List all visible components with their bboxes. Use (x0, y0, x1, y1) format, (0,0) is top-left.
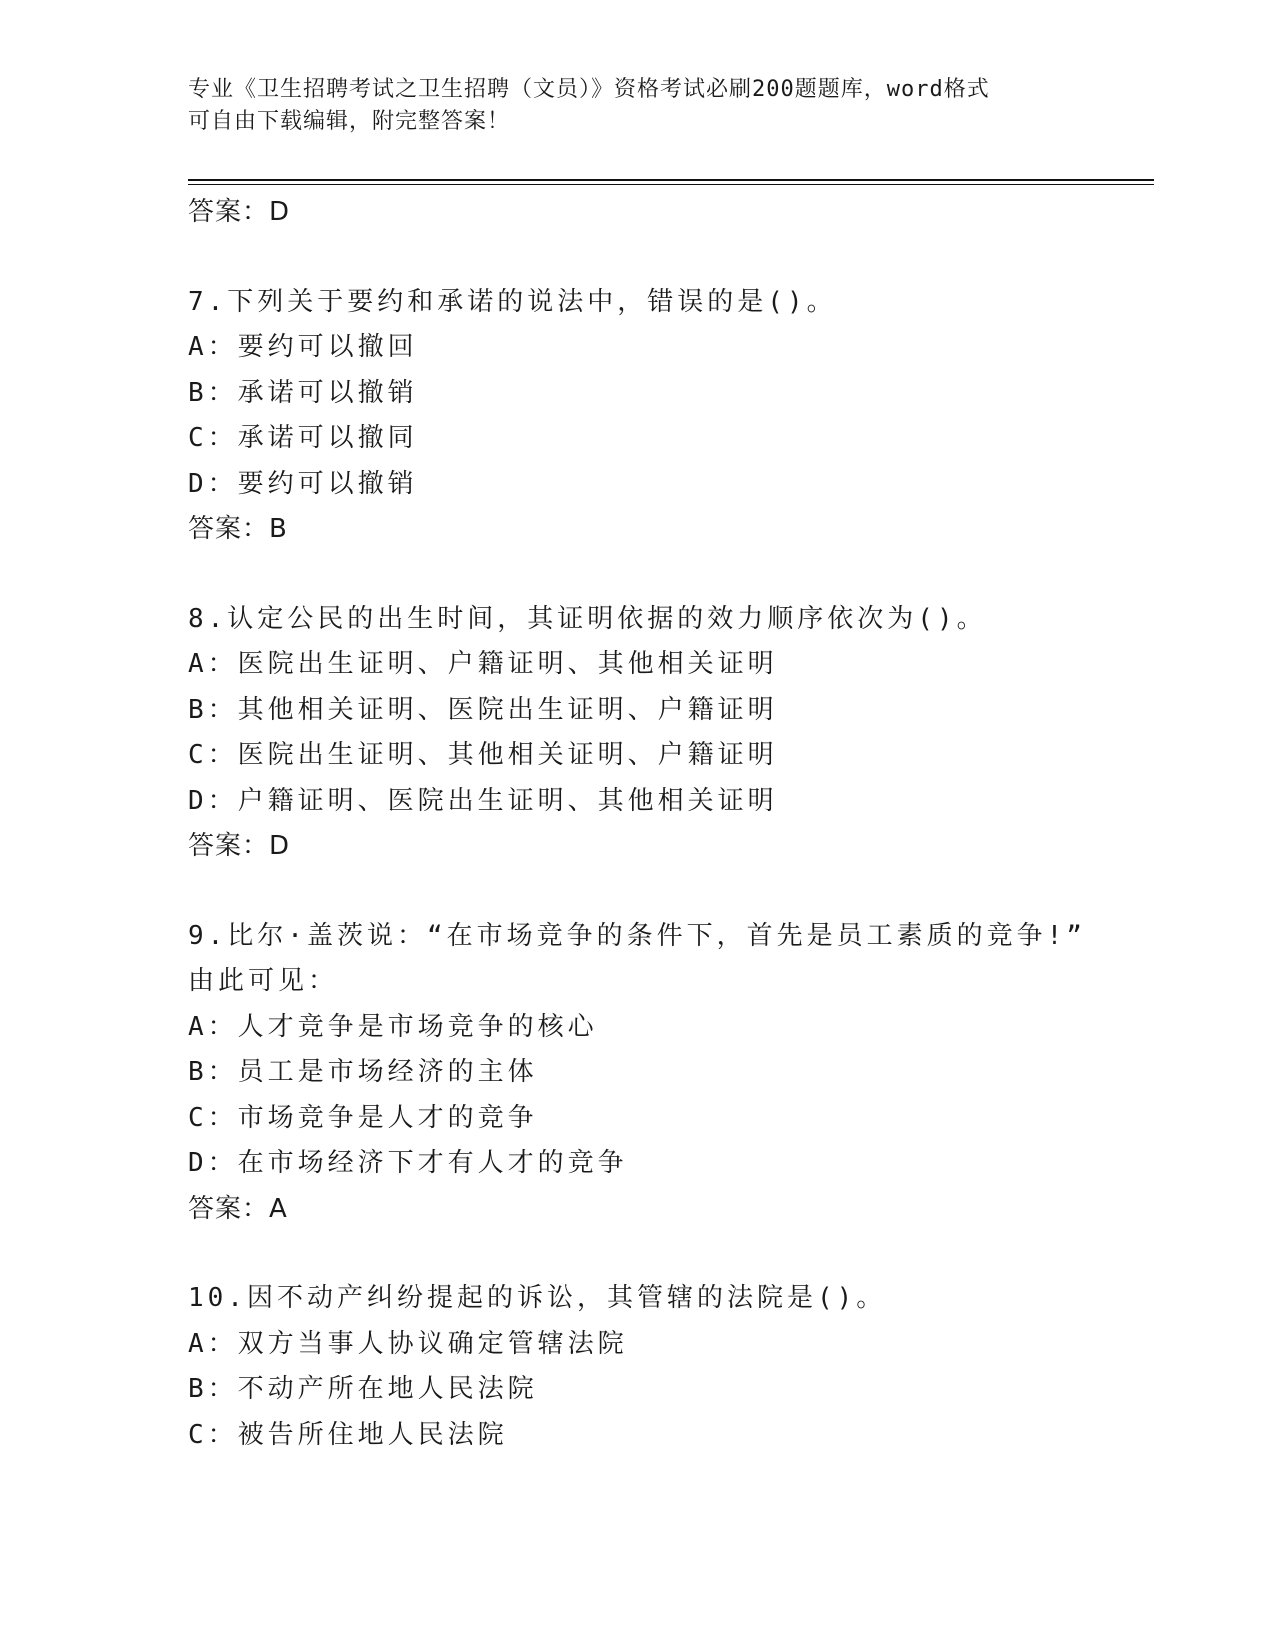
answer-line: 答案：B (188, 514, 288, 544)
option-a: A：人才竞争是市场竞争的核心 (188, 1011, 598, 1042)
question-stem: 8.认定公民的出生时间，其证明依据的效力顺序依次为()。 (188, 603, 987, 634)
option-d: D：户籍证明、医院出生证明、其他相关证明 (188, 785, 778, 816)
header-rule-thin (188, 184, 1154, 185)
question-list (188, 190, 1154, 1458)
answer-line: 答案：A (188, 1193, 288, 1224)
question-stem: 7.下列关于要约和承诺的说法中，错误的是()。 (188, 286, 837, 317)
question-10 (188, 1276, 1154, 1458)
option-b: B：员工是市场经济的主体 (188, 1057, 538, 1087)
option-c: C：市场竞争是人才的竞争 (188, 1102, 538, 1133)
question-8 (188, 597, 1154, 870)
option-b: B：其他相关证明、医院出生证明、户籍证明 (188, 694, 778, 725)
answer-line: 答案：D (188, 831, 291, 861)
header-line-2: 可自由下载编辑，附完整答案！ (188, 109, 511, 134)
document-header (188, 74, 1068, 138)
option-a: A：双方当事人协议确定管辖法院 (188, 1328, 628, 1359)
header-rule-thick (188, 179, 1154, 181)
option-a: A：医院出生证明、户籍证明、其他相关证明 (188, 649, 778, 679)
option-c: C：医院出生证明、其他相关证明、户籍证明 (188, 740, 778, 770)
question-9 (188, 914, 1154, 1233)
option-b: B：承诺可以撤销 (188, 377, 418, 408)
option-d: D：在市场经济下才有人才的竞争 (188, 1148, 628, 1178)
spacer (188, 236, 1154, 280)
option-d: D：要约可以撤销 (188, 468, 418, 499)
spacer (188, 553, 1154, 597)
option-a: A：要约可以撤回 (188, 332, 418, 362)
spacer (188, 1232, 1154, 1276)
header-line-1: 专业《卫生招聘考试之卫生招聘（文员）》资格考试必刷200题题库，word格式 (188, 77, 990, 102)
answer-line: 答案：D (188, 197, 291, 227)
question-stem-line-1: 9.比尔·盖茨说：“在市场竞争的条件下，首先是员工素质的竞争!” (188, 920, 1086, 951)
spacer (188, 870, 1154, 914)
option-b: B：不动产所在地人民法院 (188, 1374, 538, 1404)
question-stem: 10.因不动产纠纷提起的诉讼，其管辖的法院是()。 (188, 1283, 887, 1313)
option-c: C：承诺可以撤同 (188, 423, 418, 453)
option-c: C：被告所住地人民法院 (188, 1419, 508, 1450)
question-stem-line-2: 由此可见： (188, 966, 339, 996)
question-7 (188, 280, 1154, 553)
